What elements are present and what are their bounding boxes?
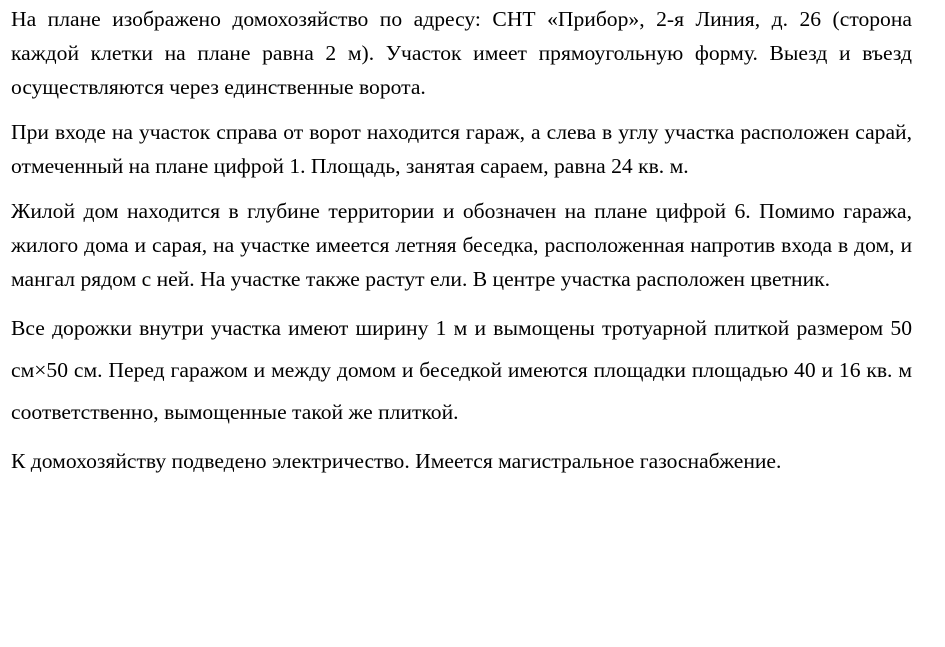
paragraph-house: Жилой дом находится в глубине территории и обозначен на плане цифрой 6. Помимо гаража, жилого дома и сарая, на участке имеется летняя беседка, расположенная напротив входа в дом, и мангал рядом с ней. На участке также растут ели. В центре участка расположен цветник. — [11, 199, 912, 291]
document-body — [11, 2, 912, 489]
paragraph-utilities: К домохозяйству подведено электричество. Имеется магистральное газоснабжение. — [11, 449, 782, 473]
paragraph-paths: Все дорожки внутри участка имеют ширину 1 м и вымощены тротуарной плиткой размером 50 см×50 см. Перед гаражом и между домом и беседкой имеются площадки площадью 40 и 16 кв. м соответственно, вымощенные такой же плиткой. — [11, 316, 912, 424]
paragraph-garage-shed: При входе на участок справа от ворот находится гараж, а слева в углу участка расположен сарай, отмеченный на плане цифрой 1. Площадь, занятая сараем, равна 24 кв. м. — [11, 120, 912, 178]
paragraph-address: На плане изображено домохозяйство по адресу: СНТ «Прибор», 2-я Линия, д. 26 (сторона каждой клетки на плане равна 2 м). Участок имеет прямоугольную форму. Выезд и въезд осуществляются через единственные ворота. — [11, 7, 912, 99]
